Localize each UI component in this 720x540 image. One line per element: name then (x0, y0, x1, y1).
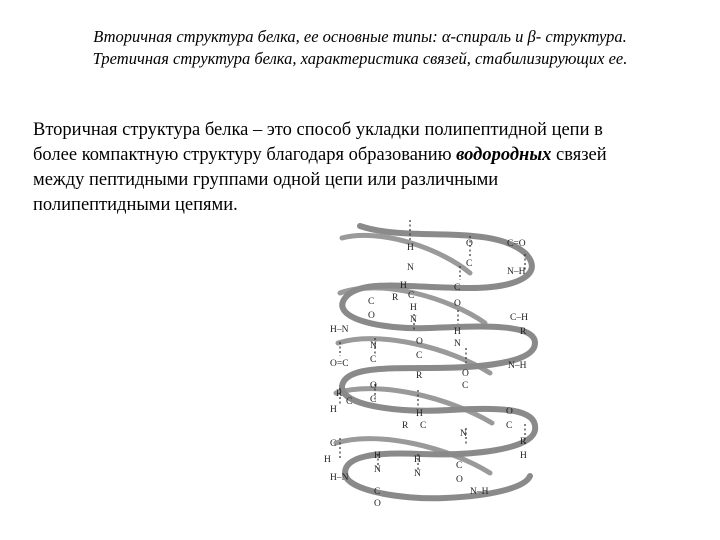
atom-label: O (370, 381, 377, 391)
atom-label: N–H (470, 487, 489, 497)
title-line-2: Третичная структура белка, характеристика связей, стабилизирующих ее. (92, 49, 628, 68)
atom-label: C (330, 439, 337, 449)
paragraph-line-2-start: более компактную структуру благодаря образованию (33, 145, 457, 165)
alpha-helix-figure (320, 218, 550, 510)
atom-label: N (407, 263, 414, 273)
slide-title (20, 26, 700, 70)
atom-label: R (402, 421, 409, 431)
atom-label: N–H (508, 361, 527, 371)
atom-label: O (506, 407, 513, 417)
atom-label: C (346, 397, 353, 407)
atom-label: O (368, 311, 375, 321)
paragraph-line-4: полипептидными цепями. (33, 195, 238, 215)
hydrogen-emphasis: водородных (456, 145, 552, 165)
atom-label: H–N (330, 325, 349, 335)
atom-label: H (520, 451, 527, 461)
title-line-1: Вторичная структура белка, ее основные типы: α-спираль и β- структура. (93, 27, 627, 46)
atom-label: N (454, 339, 461, 349)
atom-label: C (370, 395, 377, 405)
atom-label: C (416, 351, 423, 361)
atom-label: C=O (507, 239, 526, 249)
atom-label: N (460, 429, 467, 439)
atom-label: C (466, 259, 473, 269)
atom-label: H (374, 451, 381, 461)
paragraph-line-2 (33, 143, 693, 168)
atom-label: C (408, 291, 415, 301)
atom-label: O=C (330, 359, 349, 369)
atom-label: H (414, 455, 421, 465)
atom-label: R (336, 389, 343, 399)
atom-label: H (324, 455, 331, 465)
atom-label: H (416, 409, 423, 419)
atom-label: O (456, 475, 463, 485)
alpha-helix-diagram (320, 218, 550, 510)
atom-label: N (414, 469, 421, 479)
atom-label: C (370, 355, 377, 365)
atom-label: O (374, 499, 381, 509)
paragraph-line-1: Вторичная структура белка – это способ укладки полипептидной цепи в (33, 120, 603, 140)
definition-paragraph (33, 118, 693, 218)
atom-label: C (454, 283, 461, 293)
atom-label: H (330, 405, 337, 415)
atom-label: C–H (510, 313, 528, 323)
atom-label: R (416, 371, 423, 381)
atom-label: O (454, 299, 461, 309)
atom-label: N (374, 465, 381, 475)
atom-label: C (506, 421, 513, 431)
helix-back-strands (336, 235, 492, 473)
atom-label: C (462, 381, 469, 391)
atom-label: O (466, 239, 473, 249)
atom-label: C (420, 421, 427, 431)
atom-label: N–H (507, 267, 526, 277)
atom-label: H (400, 281, 407, 291)
atom-label: R (392, 293, 399, 303)
atom-label: O (416, 337, 423, 347)
atom-label: C (374, 487, 381, 497)
atom-label: C (368, 297, 375, 307)
atom-label: C (456, 461, 463, 471)
atom-label: H (454, 327, 461, 337)
atom-label: R (520, 437, 527, 447)
hydrogen-bonds (340, 220, 525, 470)
atom-label: H (407, 243, 414, 253)
atom-label: N (370, 341, 377, 351)
atom-label: O (462, 369, 469, 379)
atom-label: R (520, 327, 527, 337)
atom-label: H–N (330, 473, 349, 483)
atom-label: N (410, 315, 417, 325)
paragraph-line-2-end: связей (551, 145, 607, 165)
paragraph-line-3: между пептидными группами одной цепи или различными (33, 170, 499, 190)
atom-label: H (410, 303, 417, 313)
